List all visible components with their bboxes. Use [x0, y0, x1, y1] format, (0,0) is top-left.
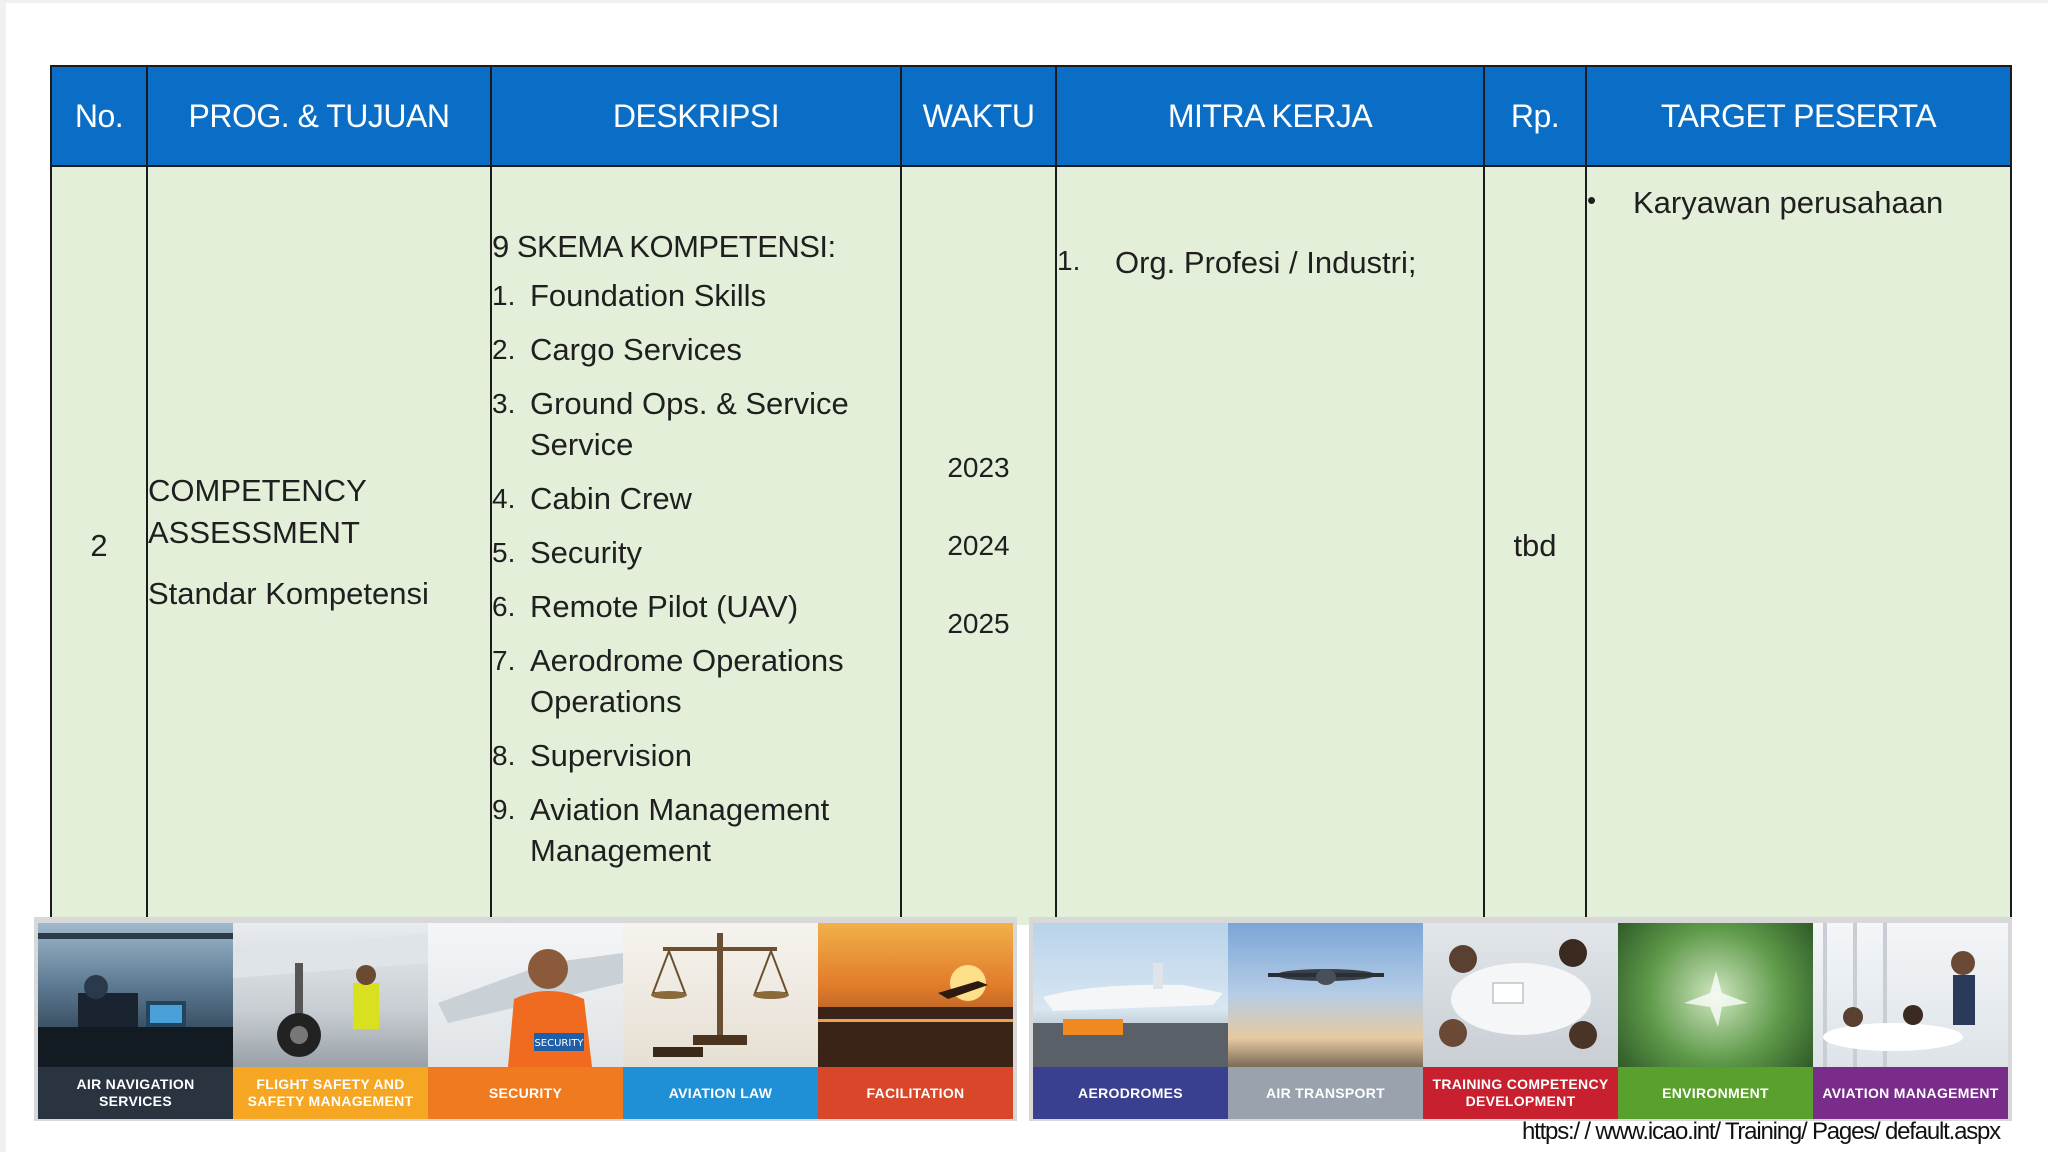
target-text: Karyawan perusahaan — [1633, 185, 1944, 220]
program-title: COMPETENCY ASSESSMENT — [148, 473, 367, 550]
office-photo-icon — [1813, 923, 2008, 1067]
list-text: Aviation Management Management — [530, 792, 830, 868]
tile-facilitation — [818, 923, 1013, 1119]
header-target: TARGET PESERTA — [1586, 66, 2011, 166]
list-text: Ground Ops. & Service Service — [530, 386, 849, 462]
header-prog: PROG. & TUJUAN — [147, 66, 491, 166]
list-number: 5. — [492, 537, 516, 568]
year-2025: 2025 — [947, 608, 1010, 639]
cell-program — [147, 166, 491, 925]
tile-aviation-management — [1813, 923, 2008, 1119]
desc-list — [492, 275, 900, 871]
control-tower-photo-icon — [38, 923, 233, 1067]
tile-label: AIR TRANSPORT — [1228, 1067, 1423, 1119]
tile-label: AVIATION MANAGEMENT — [1813, 1067, 2008, 1119]
list-number: 8. — [492, 740, 516, 771]
header-no: No. — [51, 66, 147, 166]
meeting-photo-icon — [1423, 923, 1618, 1067]
list-item — [492, 789, 900, 871]
list-text: Aerodrome Operations Operations — [530, 643, 844, 719]
year-2023: 2023 — [947, 452, 1010, 483]
list-text: Foundation Skills — [530, 278, 767, 313]
cell-waktu — [901, 166, 1056, 925]
cell-mitra — [1056, 166, 1484, 925]
tile-flight-safety — [233, 923, 428, 1119]
tile-label: AERODROMES — [1033, 1067, 1228, 1119]
source-url[interactable]: https:/ / www.icao.int/ Training/ Pages/ default.aspx — [1521, 1118, 2000, 1145]
header-deskripsi: DESKRIPSI — [491, 66, 901, 166]
program-subtitle: Standar Kompetensi — [148, 576, 429, 611]
list-item — [492, 586, 900, 627]
tile-label: FACILITATION — [818, 1067, 1013, 1119]
list-text: Remote Pilot (UAV) — [530, 589, 799, 624]
tile-label: AIR NAVIGATION SERVICES — [38, 1067, 233, 1119]
list-number: 7. — [492, 645, 516, 676]
list-number: 6. — [492, 591, 516, 622]
list-item — [492, 532, 900, 573]
tile-environment — [1618, 923, 1813, 1119]
mitra-item — [1057, 245, 1483, 281]
cell-target — [1586, 166, 2011, 925]
tile-air-navigation — [38, 923, 233, 1119]
program-table — [50, 65, 2012, 925]
security-officer-photo-icon — [428, 923, 623, 1067]
training-tiles — [34, 917, 2012, 1121]
cell-rp: tbd — [1484, 166, 1586, 925]
tile-aerodromes — [1033, 923, 1228, 1119]
header-row — [51, 66, 2011, 166]
list-number: 1. — [492, 280, 516, 311]
tile-group-right — [1029, 917, 2012, 1121]
bullet-icon: • — [1587, 185, 1597, 215]
tile-label: SECURITY — [428, 1067, 623, 1119]
forest-plane-photo-icon — [1618, 923, 1813, 1067]
header-waktu: WAKTU — [901, 66, 1056, 166]
tile-group-left — [34, 917, 1017, 1121]
list-item — [492, 640, 900, 722]
table-row — [51, 166, 2011, 925]
tile-label: FLIGHT SAFETY AND SAFETY MANAGEMENT — [233, 1067, 428, 1119]
tile-aviation-law — [623, 923, 818, 1119]
tile-security — [428, 923, 623, 1119]
slide — [6, 3, 2048, 1152]
list-number: 2. — [492, 334, 516, 365]
list-number: 4. — [492, 483, 516, 514]
tile-air-transport — [1228, 923, 1423, 1119]
parked-aircraft-photo-icon — [1033, 923, 1228, 1067]
tile-training-competency — [1423, 923, 1618, 1119]
list-text: Security — [530, 535, 642, 570]
list-item — [492, 478, 900, 519]
list-item — [492, 735, 900, 776]
list-text: Cargo Services — [530, 332, 742, 367]
mitra-number: 1. — [1057, 245, 1081, 276]
list-number: 9. — [492, 794, 516, 825]
list-item — [492, 383, 900, 465]
year-2024: 2024 — [947, 530, 1010, 561]
landing-gear-photo-icon — [233, 923, 428, 1067]
target-item — [1587, 185, 2010, 221]
header-mitra: MITRA KERJA — [1056, 66, 1484, 166]
svg-text:SECURITY: SECURITY — [534, 1038, 584, 1049]
list-text: Supervision — [530, 738, 692, 773]
sunset-runway-photo-icon — [818, 923, 1013, 1067]
list-number: 3. — [492, 388, 516, 419]
tile-label: TRAINING COMPETENCY DEVELOPMENT — [1423, 1067, 1618, 1119]
list-text: Cabin Crew — [530, 481, 692, 516]
header-rp: Rp. — [1484, 66, 1586, 166]
flying-aircraft-photo-icon — [1228, 923, 1423, 1067]
cell-no: 2 — [51, 166, 147, 925]
mitra-text: Org. Profesi / Industri; — [1115, 245, 1417, 280]
tile-label: ENVIRONMENT — [1618, 1067, 1813, 1119]
tile-label: AVIATION LAW — [623, 1067, 818, 1119]
desc-heading: 9 SKEMA KOMPETENSI: — [492, 229, 836, 264]
list-item — [492, 275, 900, 316]
list-item — [492, 329, 900, 370]
cell-deskripsi — [491, 166, 901, 925]
scales-photo-icon — [623, 923, 818, 1067]
